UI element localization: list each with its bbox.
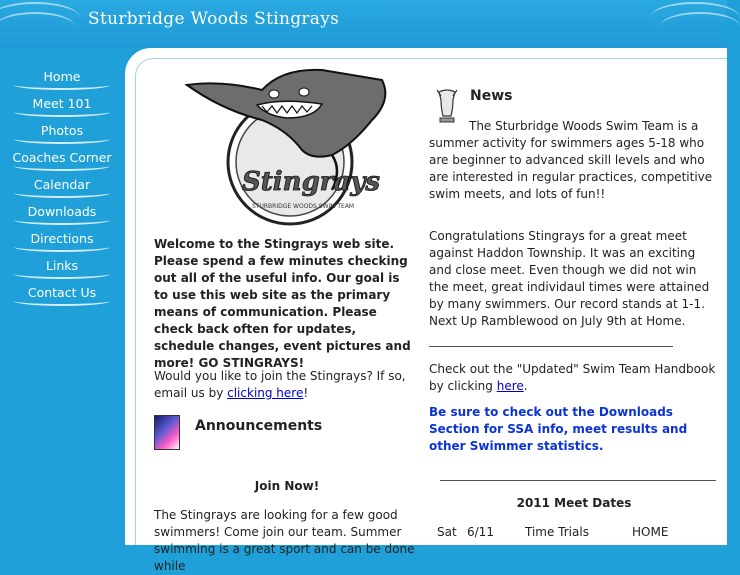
join-prefix: Would you like to join the Stingrays? If so, email us by xyxy=(154,369,406,400)
meet-date: 6/11 xyxy=(467,525,494,539)
nav-label: Photos xyxy=(40,123,84,138)
join-now-text: The Stingrays are looking for a few good swimmers! Come join our team. Summer swimming is a great sport and can be done while xyxy=(154,508,415,573)
downloads-note: Be sure to check out the Downloads Section for SSA info, meet results and other Swimmer statistics. xyxy=(429,405,688,453)
swoosh-icon xyxy=(14,242,110,252)
meet-dates-heading: 2011 Meet Dates xyxy=(516,496,632,510)
handbook-suffix: . xyxy=(523,379,528,393)
nav-home[interactable] xyxy=(10,68,114,92)
welcome-text: Welcome to the Stingrays web site. Please spend a few minutes checking out all of the useful info. Our goal is to use this web site as the primary means of communication. Please check back often for updates, schedule changes, event pictures and more! GO STINGRAYS! xyxy=(154,237,411,370)
news-heading: News xyxy=(470,88,513,104)
nav-label: Links xyxy=(45,258,79,273)
nav-downloads[interactable] xyxy=(10,203,114,227)
nav-links[interactable] xyxy=(10,257,114,281)
wave-decoration xyxy=(660,12,740,42)
swoosh-icon xyxy=(14,134,110,144)
meet-row xyxy=(437,524,719,541)
nav-contact-us[interactable] xyxy=(10,284,114,308)
divider xyxy=(429,346,673,347)
nav-label: Calendar xyxy=(33,177,91,192)
swoosh-icon xyxy=(14,215,110,225)
swoosh-icon xyxy=(14,296,110,306)
swoosh-icon xyxy=(14,269,110,279)
site-header xyxy=(0,0,727,48)
content-area xyxy=(125,48,727,573)
handbook-prefix: Check out the "Updated" Swim Team Handbook by clicking xyxy=(429,362,716,393)
swoosh-icon xyxy=(14,161,110,171)
handbook-paragraph xyxy=(429,361,717,395)
sidebar-nav xyxy=(0,48,125,545)
meet-location: HOME xyxy=(632,525,669,539)
nav-meet-101[interactable] xyxy=(10,95,114,119)
nav-calendar[interactable] xyxy=(10,176,114,200)
site-title: Sturbridge Woods Stingrays xyxy=(88,9,340,29)
nav-label: Meet 101 xyxy=(32,96,92,111)
join-now-heading: Join Now! xyxy=(254,479,320,493)
logo-text: Stingrays xyxy=(242,167,381,197)
meet-event: Time Trials xyxy=(525,525,589,539)
announcements-heading: Announcements xyxy=(195,418,323,434)
nav-label: Home xyxy=(43,69,81,84)
nav-label: Coaches Corner xyxy=(12,150,112,165)
announcements-icon xyxy=(154,415,180,450)
nav-label: Downloads xyxy=(27,204,97,219)
nav-coaches-corner[interactable] xyxy=(10,149,114,173)
nav-photos[interactable] xyxy=(10,122,114,146)
join-suffix: ! xyxy=(303,386,309,400)
stingray-logo-icon xyxy=(182,60,402,225)
swoosh-icon xyxy=(14,80,110,90)
join-email-link[interactable]: clicking here xyxy=(227,386,304,400)
stingrays-logo xyxy=(182,60,402,225)
handbook-link[interactable]: here xyxy=(496,379,524,393)
wave-decoration xyxy=(0,12,75,42)
swoosh-icon xyxy=(14,188,110,198)
intro-text: The Sturbridge Woods Swim Team is a summer activity for swimmers ages 5-18 who are beginner to advanced skill levels and who are interested in regular practices, competitive swim meets, and lots of fun!! xyxy=(429,119,713,201)
join-paragraph xyxy=(154,368,416,402)
congrats-text: Congratulations Stingrays for a great meet against Haddon Township. It was an exciting and close meet. Even though we did not win the meet, great individaul times were attained by many swimmers. Our record stands at 1-1. Next Up Ramblewood on July 9th at Home. xyxy=(429,229,710,328)
meet-day: Sat xyxy=(437,525,457,539)
nav-label: Contact Us xyxy=(27,285,97,300)
nav-label: Directions xyxy=(30,231,94,246)
swoosh-icon xyxy=(14,107,110,117)
nav-directions[interactable] xyxy=(10,230,114,254)
divider xyxy=(440,480,716,481)
logo-subtext: STURBRIDGE WOODS SWIM TEAM xyxy=(252,203,355,210)
